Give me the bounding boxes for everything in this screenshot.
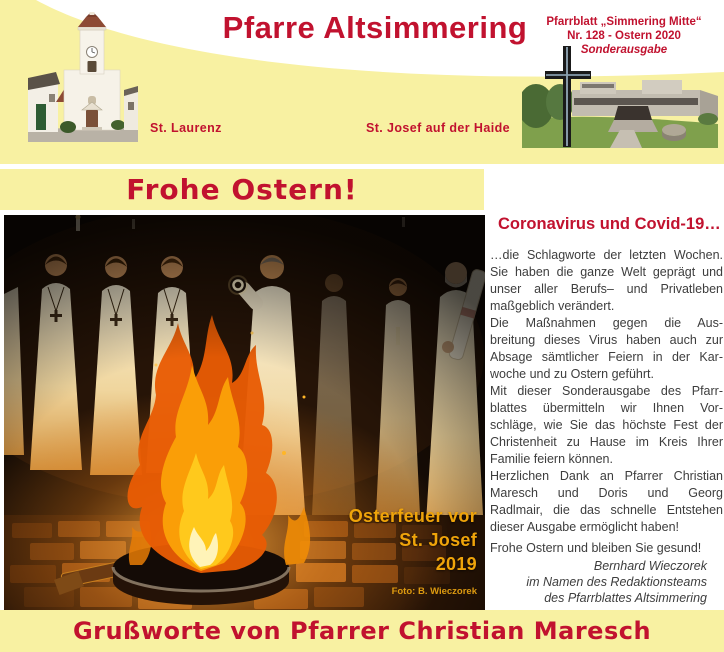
issue-info xyxy=(528,15,720,57)
masthead xyxy=(0,0,724,164)
signature-line: im Namen des Redaktionsteams xyxy=(526,575,707,589)
photo-caption-line: St. Josef xyxy=(399,530,477,550)
article-line: blattes übermitteln wir Ihnen Vor- xyxy=(490,401,723,415)
cross-icon xyxy=(545,46,591,147)
photo-caption-line: 2019 xyxy=(435,554,477,574)
article-line: Maresch und Doris und Georg xyxy=(490,486,723,500)
article-line: woche und zu Ostern geführt. xyxy=(490,367,654,381)
article-heading: Coronavirus und Covid-19… xyxy=(498,215,721,233)
article-line: Familie feiern können. xyxy=(490,452,613,466)
article-line: Herzlichen Dank an Pfarrer Christian xyxy=(490,469,723,483)
signature-line: des Pfarrblattes Altsimmering xyxy=(544,591,707,605)
footer-banner: Grußworte von Pfarrer Christian Maresch xyxy=(0,610,724,652)
st-laurenz-church-photo xyxy=(28,12,138,142)
article-line: maßgeblich verändert. xyxy=(490,299,615,313)
article-line: unser aller Berufs– und Privatleben xyxy=(490,282,723,296)
page-title: Pfarre Altsimmering xyxy=(222,10,528,45)
issue-special: Sonderausgabe xyxy=(580,44,668,56)
photo-caption xyxy=(349,504,477,576)
photo-caption-line: Osterfeuer vor xyxy=(348,506,477,526)
church-label-st-josef: St. Josef auf der Haide xyxy=(366,121,510,135)
greeting-banner: Frohe Ostern! xyxy=(0,169,484,210)
article-line: Sie haben die ganze Welt geprägt und xyxy=(490,265,723,279)
easter-fire-photo xyxy=(4,215,485,610)
article-line: schläge, wie Sie das höchste Fest der xyxy=(490,418,723,432)
photo-credit: Foto: B. Wieczorek xyxy=(391,586,477,597)
article-column xyxy=(490,214,723,606)
article-line: Radlmair, die das schnelle Entstehen xyxy=(490,503,723,517)
article-line: Christenheit zu Hause im Kreis Ihrer xyxy=(490,435,723,449)
article-line: Die Maßnahmen gegen die Aus- xyxy=(490,316,723,330)
article-line: …die Schlagworte der letzten Wochen. xyxy=(490,248,723,262)
issue-name: Pfarrblatt „Simmering Mitte“ xyxy=(546,16,702,28)
article-paragraphs xyxy=(490,247,723,536)
article-line: breitung dieses Virus haben auch zur xyxy=(490,333,723,347)
article-line: dieser Ausgabe ermöglicht haben! xyxy=(490,520,680,534)
article-line: Absage sämtlicher Feiern in der Kar- xyxy=(490,350,723,364)
article-signature xyxy=(490,558,723,606)
article-line: Mit dieser Sonderausgabe des Pfarr- xyxy=(490,384,723,398)
church-label-st-laurenz: St. Laurenz xyxy=(150,121,222,135)
article-closing: Frohe Ostern und bleiben Sie gesund! xyxy=(490,541,702,555)
signature-line: Bernhard Wieczorek xyxy=(593,559,707,573)
issue-number: Nr. 128 - Ostern 2020 xyxy=(567,30,681,42)
